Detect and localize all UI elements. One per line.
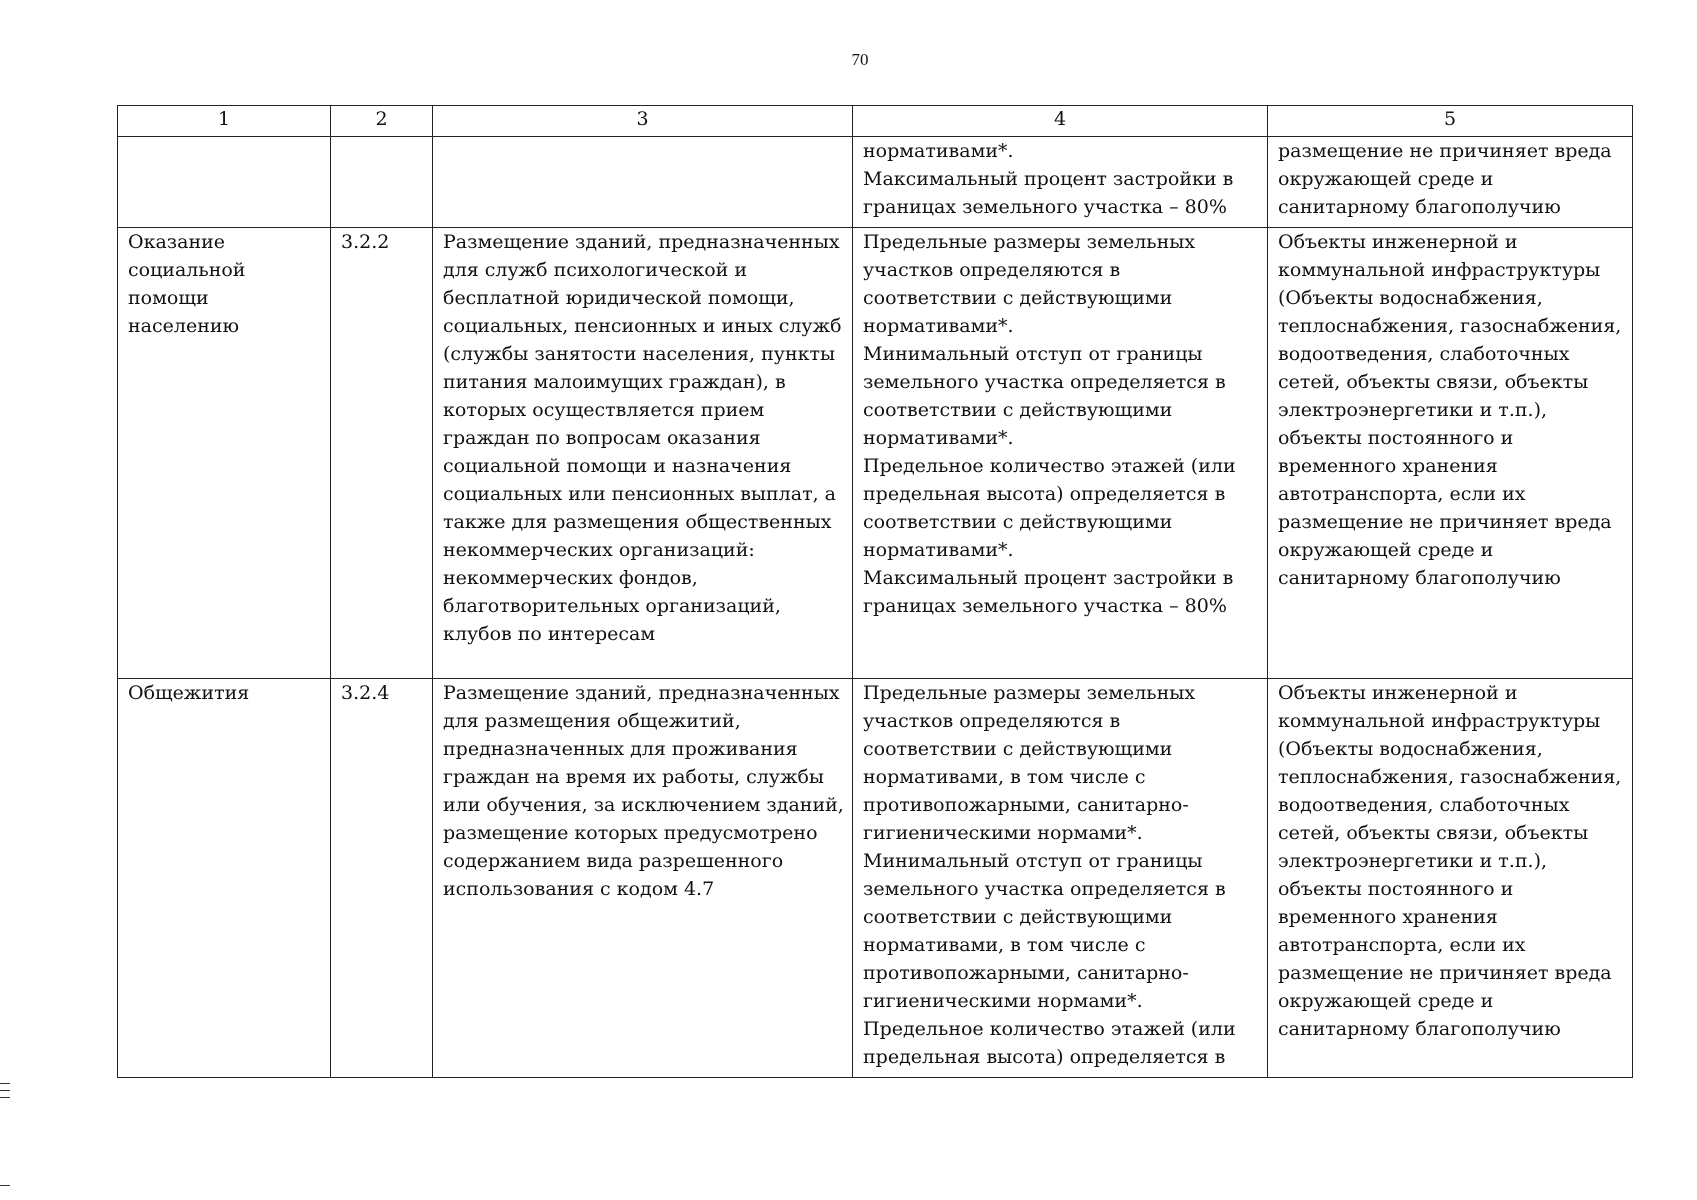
cell-use-description — [433, 137, 853, 228]
cell-parameters: Предельные размеры земельных участков определяются в соответствии с действующими нормативами, в том числе с противопожарными, санитарно-гигиеническими нормами*. Минимальный отступ от границы земельного участка определяется в соответствии с действующими нормативами, в том числе с противопожарными, санитарно-гигиеническими нормами*. Предельное количество этажей (или предельная высота) определяется в — [853, 679, 1268, 1078]
table-row-social-assistance — [118, 228, 1633, 679]
cell-use-code — [331, 137, 433, 228]
cell-auxiliary-uses: размещение не причиняет вреда окружающей среде и санитарному благополучию — [1268, 137, 1633, 228]
cell-use-name: Общежития — [118, 679, 331, 1078]
page-number: 70 — [851, 50, 869, 69]
table-header-row — [118, 106, 1633, 137]
column-header-3: 3 — [433, 106, 853, 137]
cell-use-name — [118, 137, 331, 228]
cell-use-description: Размещение зданий, предназначенных для служб психологической и бесплатной юридической помощи, социальных, пенсионных и иных служб (службы занятости населения, пункты питания малоимущих граждан), в которых осуществляется прием граждан по вопросам оказания социальной помощи и назначения социальных или пенсионных выплат, а также для размещения общественных некоммерческих организаций: некоммерческих фондов, благотворительных организаций, клубов по интересам — [433, 228, 853, 679]
land-use-table — [117, 105, 1633, 1078]
cell-use-code: 3.2.2 — [331, 228, 433, 679]
cell-parameters: Предельные размеры земельных участков определяются в соответствии с действующими нормативами*. Минимальный отступ от границы земельного участка определяется в соответствии с действующими нормативами*. Предельное количество этажей (или предельная высота) определяется в соответствии с действующими нормативами*. Максимальный процент застройки в границах земельного участка – 80% — [853, 228, 1268, 679]
column-header-2: 2 — [331, 106, 433, 137]
cell-use-code: 3.2.4 — [331, 679, 433, 1078]
column-header-4: 4 — [853, 106, 1268, 137]
table-row-dormitories — [118, 679, 1633, 1078]
scan-margin-mark — [0, 1185, 10, 1186]
column-header-5: 5 — [1268, 106, 1633, 137]
table-row-continuation — [118, 137, 1633, 228]
cell-parameters: нормативами*. Максимальный процент застройки в границах земельного участка – 80% — [853, 137, 1268, 228]
scan-margin-mark — [0, 1090, 10, 1091]
cell-use-description: Размещение зданий, предназначенных для размещения общежитий, предназначенных для проживания граждан на время их работы, службы или обучения, за исключением зданий, размещение которых предусмотрено содержанием вида разрешенного использования с кодом 4.7 — [433, 679, 853, 1078]
cell-auxiliary-uses: Объекты инженерной и коммунальной инфраструктуры (Объекты водоснабжения, теплоснабжения, газоснабжения, водоотведения, слаботочных сетей, объекты связи, объекты электроэнергетики и т.п.), объекты постоянного и временного хранения автотранспорта, если их размещение не причиняет вреда окружающей среде и санитарному благополучию — [1268, 679, 1633, 1078]
scan-margin-mark — [0, 1097, 10, 1098]
cell-use-name: Оказание социальной помощи населению — [118, 228, 331, 679]
scan-margin-mark — [0, 1083, 10, 1084]
column-header-1: 1 — [118, 106, 331, 137]
cell-auxiliary-uses: Объекты инженерной и коммунальной инфраструктуры (Объекты водоснабжения, теплоснабжения, газоснабжения, водоотведения, слаботочных сетей, объекты связи, объекты электроэнергетики и т.п.), объекты постоянного и временного хранения автотранспорта, если их размещение не причиняет вреда окружающей среде и санитарному благополучию — [1268, 228, 1633, 679]
